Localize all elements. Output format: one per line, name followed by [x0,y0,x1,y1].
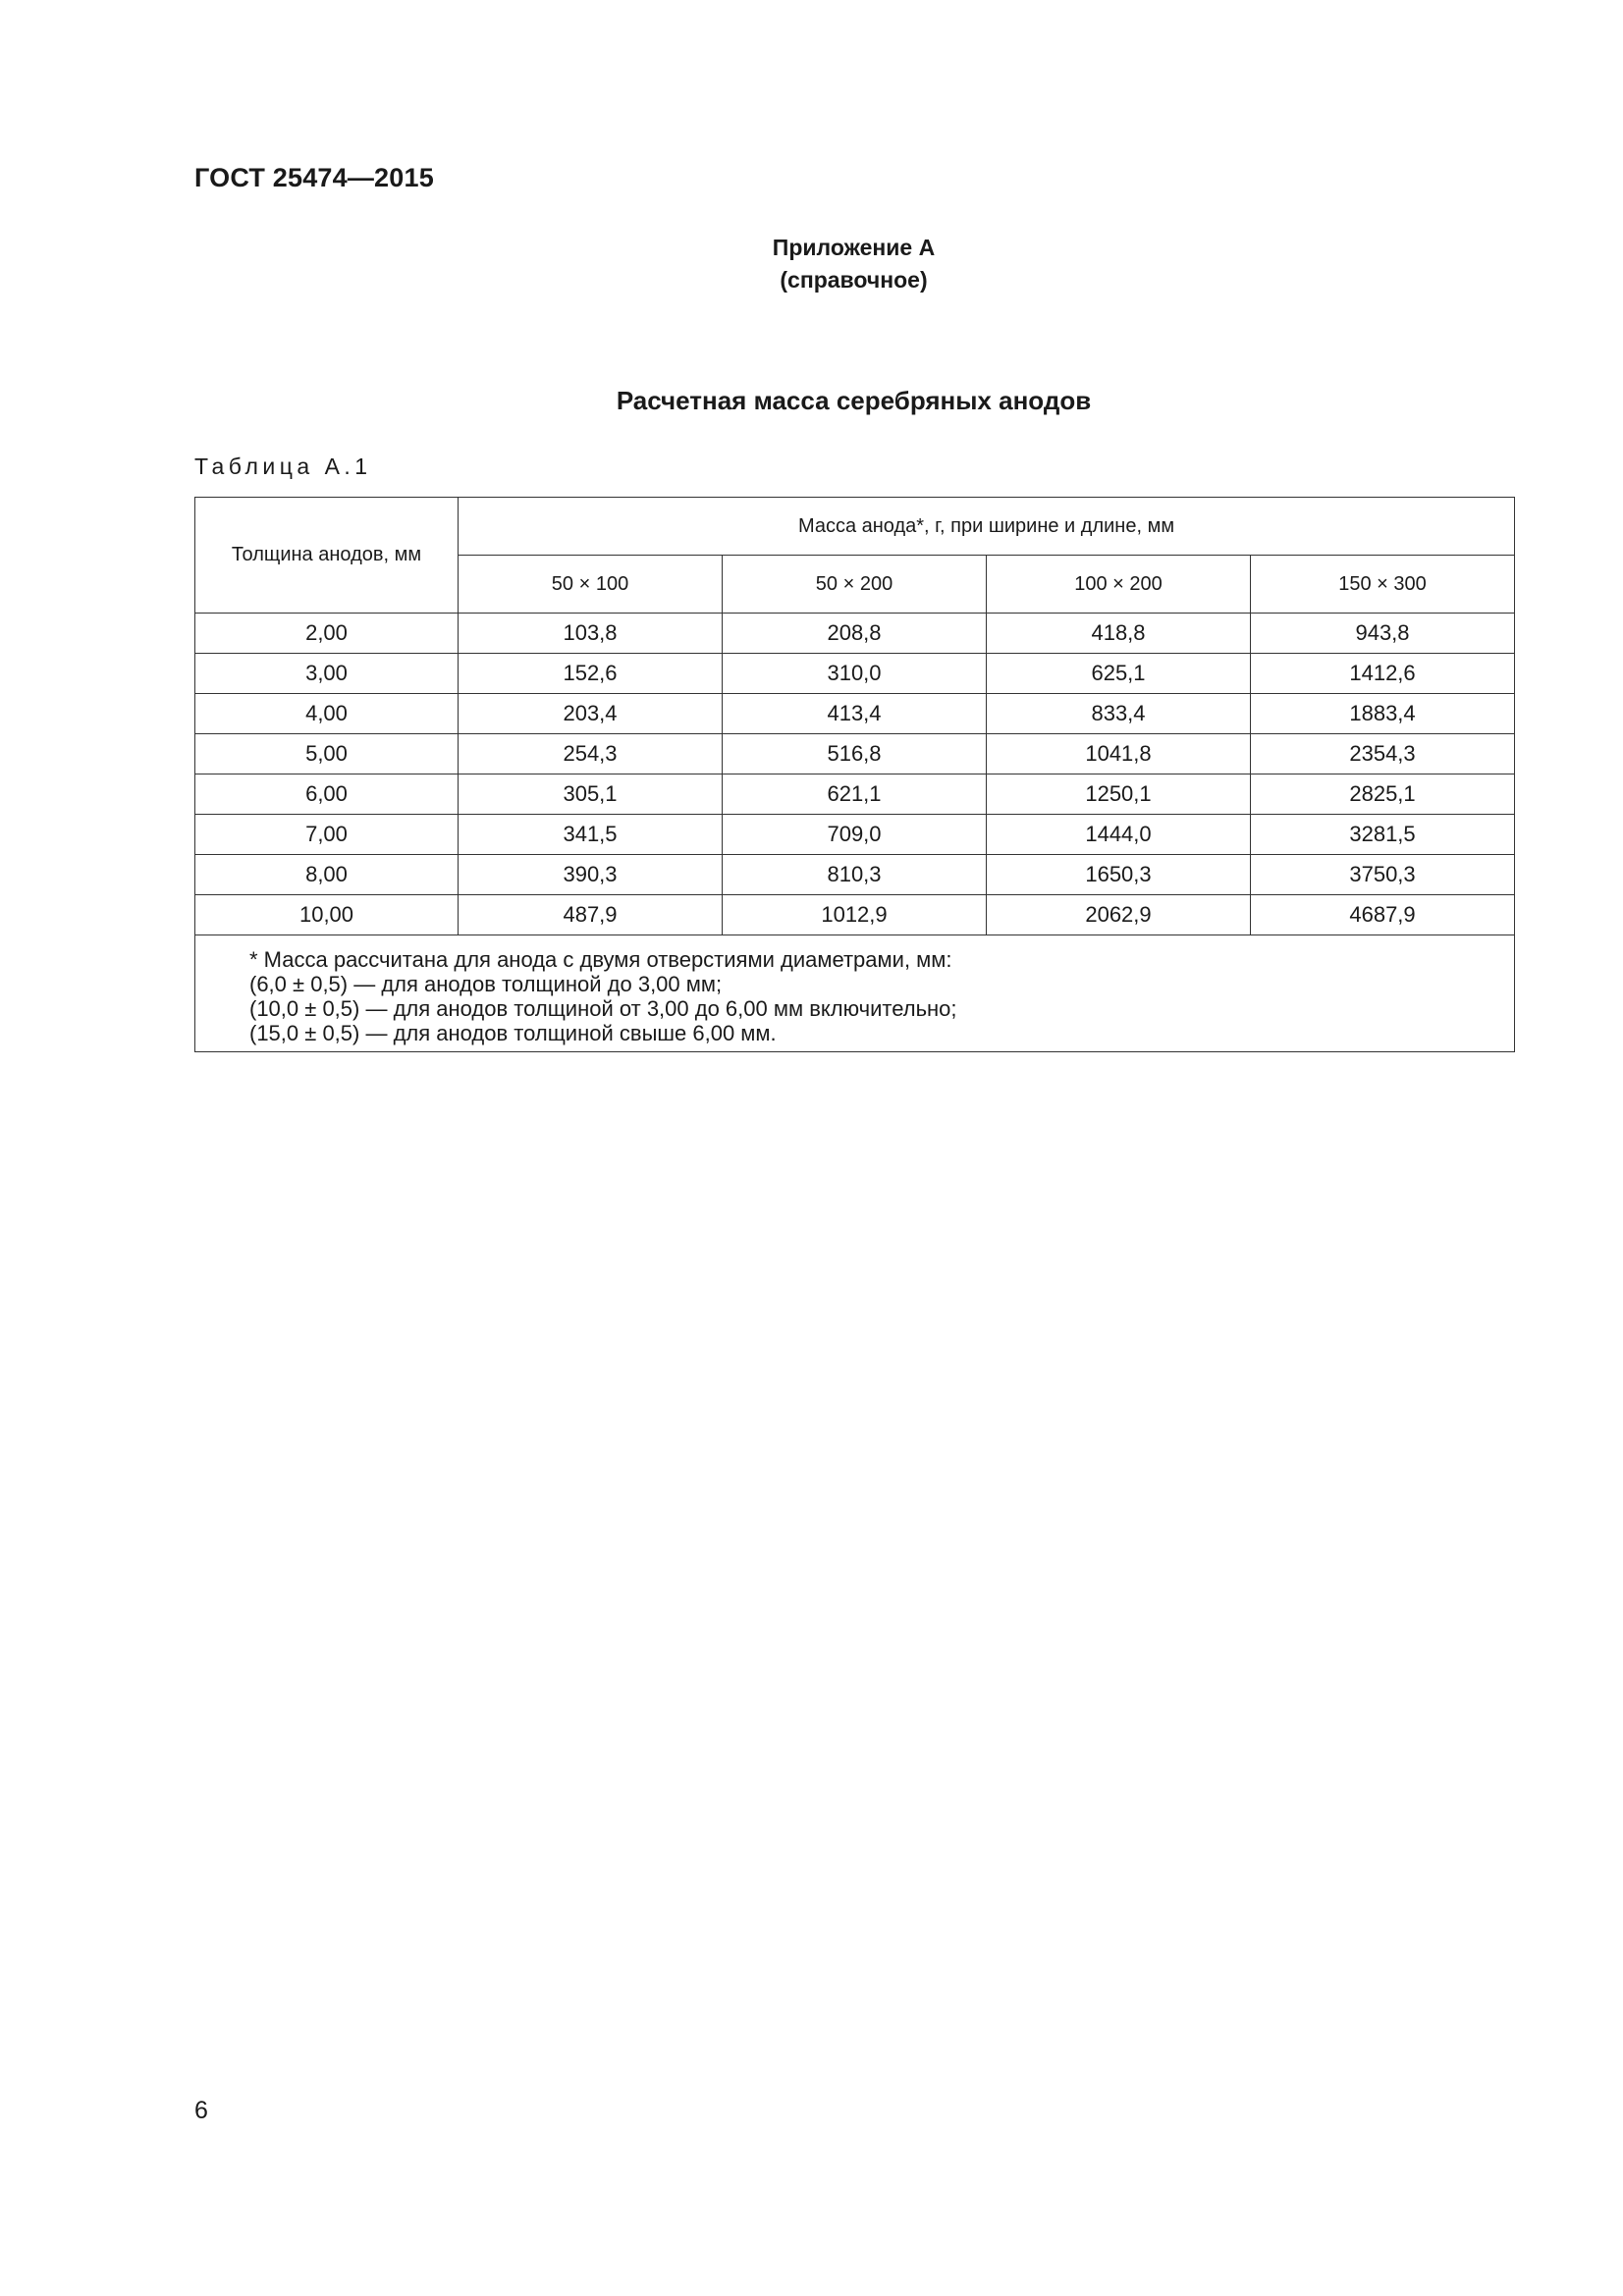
table-cell: 1650,3 [987,855,1251,895]
table-row [195,614,1515,654]
table-cell: 208,8 [723,614,987,654]
table-cell: 390,3 [459,855,723,895]
footnote-line: * Масса рассчитана для анода с двумя отверстиями диаметрами, мм: [249,947,952,972]
table-cell: 6,00 [195,774,459,815]
table-cell: 621,1 [723,774,987,815]
table-cell: 833,4 [987,694,1251,734]
table-cell: 1444,0 [987,815,1251,855]
table-cell: 487,9 [459,895,723,935]
table-cell: 1883,4 [1251,694,1515,734]
table-cell: 418,8 [987,614,1251,654]
table-cell: 103,8 [459,614,723,654]
table-row [195,815,1515,855]
table-cell: 709,0 [723,815,987,855]
table-cell: 1412,6 [1251,654,1515,694]
column-header: 50 × 200 [723,556,987,614]
table-cell: 1041,8 [987,734,1251,774]
table-cell: 310,0 [723,654,987,694]
footnote-line: (10,0 ± 0,5) — для анодов толщиной от 3,00 до 6,00 мм включительно; [249,996,957,1021]
table-cell: 4,00 [195,694,459,734]
table-cell: 2062,9 [987,895,1251,935]
appendix-heading [0,232,1623,296]
table-footnote [195,935,1515,1052]
table-cell: 516,8 [723,734,987,774]
table-cell: 3,00 [195,654,459,694]
table-cell: 4687,9 [1251,895,1515,935]
table-footnote-row [195,935,1515,1052]
table-cell: 413,4 [723,694,987,734]
table-cell: 254,3 [459,734,723,774]
footnote-line: (6,0 ± 0,5) — для анодов толщиной до 3,00 мм; [249,972,723,996]
table-row [195,774,1515,815]
column-header: 50 × 100 [459,556,723,614]
table-cell: 2825,1 [1251,774,1515,815]
section-title: Расчетная масса серебряных анодов [616,386,1092,415]
table-cell: 2354,3 [1251,734,1515,774]
thickness-header: Толщина анодов, мм [195,498,459,614]
table-cell: 10,00 [195,895,459,935]
column-header: 150 × 300 [1251,556,1515,614]
appendix-type: (справочное) [780,267,928,293]
table-row [195,855,1515,895]
table-caption: Таблица А.1 [194,454,372,479]
anode-mass-table [194,497,1515,1052]
table-cell: 203,4 [459,694,723,734]
table-cell: 1012,9 [723,895,987,935]
table-cell: 8,00 [195,855,459,895]
table-cell: 3750,3 [1251,855,1515,895]
column-header: 100 × 200 [987,556,1251,614]
document-code: ГОСТ 25474—2015 [194,163,434,192]
table-row [195,895,1515,935]
table-header-row [195,498,1515,556]
table-cell: 810,3 [723,855,987,895]
table-cell: 305,1 [459,774,723,815]
table-cell: 341,5 [459,815,723,855]
table-row [195,694,1515,734]
table-cell: 1250,1 [987,774,1251,815]
table-cell: 943,8 [1251,614,1515,654]
table-cell: 2,00 [195,614,459,654]
table-cell: 152,6 [459,654,723,694]
appendix-label: Приложение А [772,235,936,260]
table-row [195,734,1515,774]
mass-group-header: Масса анода*, г, при ширине и длине, мм [459,498,1515,556]
footnote-line: (15,0 ± 0,5) — для анодов толщиной свыше 6,00 мм. [249,1021,777,1045]
table-row [195,654,1515,694]
table-cell: 625,1 [987,654,1251,694]
page-number: 6 [194,2097,208,2124]
table-cell: 5,00 [195,734,459,774]
table-cell: 7,00 [195,815,459,855]
table-cell: 3281,5 [1251,815,1515,855]
